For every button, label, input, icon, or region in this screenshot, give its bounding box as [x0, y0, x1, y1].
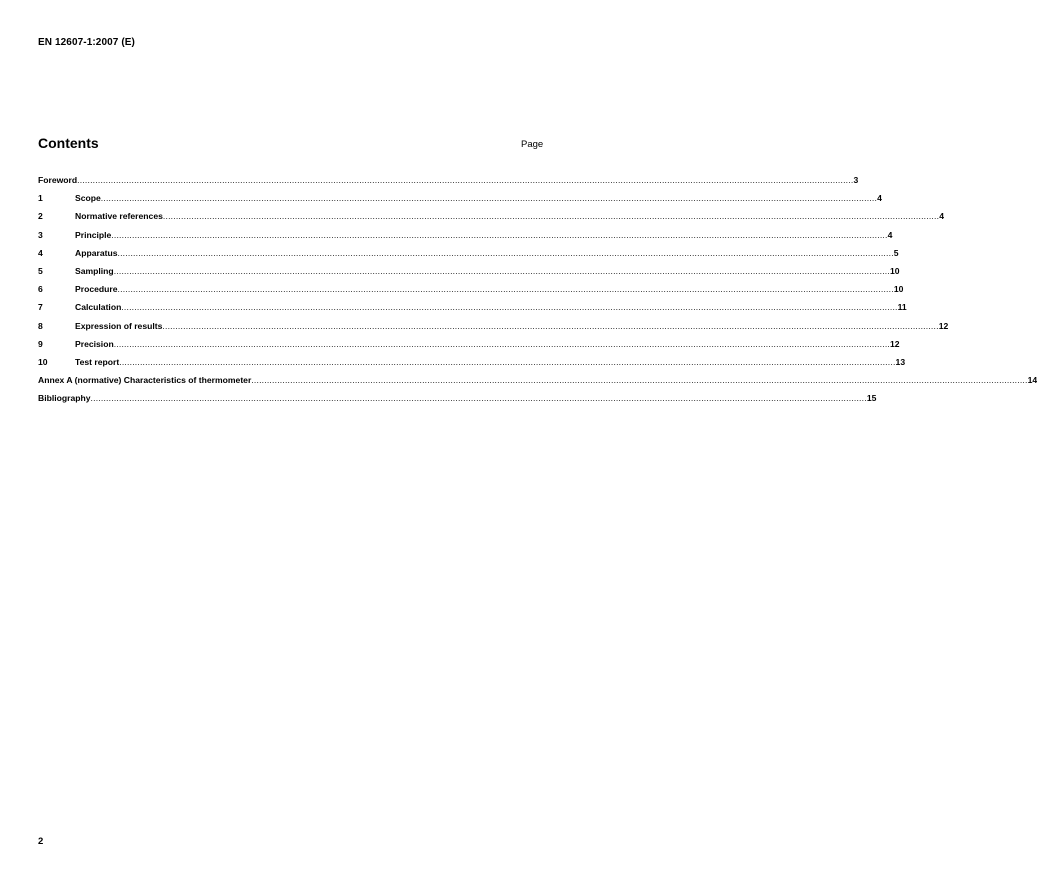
- toc-entry-title: Expression of results: [75, 320, 163, 331]
- table-of-contents: [38, 175, 1037, 411]
- toc-entry-number: 2: [38, 211, 43, 222]
- toc-entry-title: Principle: [75, 229, 112, 240]
- toc-entry-page: 12: [938, 320, 949, 331]
- toc-entry-principle[interactable]: [38, 229, 893, 248]
- toc-entry-page: 13: [895, 356, 906, 367]
- toc-entry-foreword[interactable]: [38, 175, 859, 193]
- toc-entry-number: 8: [38, 320, 43, 331]
- toc-entry-page: 3: [853, 175, 859, 185]
- toc-entry-title: Normative references: [75, 211, 163, 222]
- toc-entry-number: 3: [38, 229, 43, 240]
- toc-entry-precision[interactable]: [38, 338, 900, 357]
- toc-entry-number: 9: [38, 338, 43, 349]
- toc-entry-sampling[interactable]: [38, 265, 900, 284]
- toc-entry-expression-of-results[interactable]: [38, 320, 949, 339]
- toc-entry-test-report[interactable]: [38, 356, 906, 375]
- toc-entry-number: 6: [38, 284, 43, 295]
- toc-entry-number: 5: [38, 265, 43, 276]
- toc-entry-page: 11: [897, 302, 907, 313]
- toc-leader-dots: ............................................................................................................................................................................................................................................................................................................: [121, 302, 898, 313]
- toc-entry-title: Calculation: [75, 302, 122, 313]
- toc-entry-page: 10: [893, 284, 904, 295]
- toc-entry-title: Precision: [75, 338, 114, 349]
- toc-leader-dots: ............................................................................................................................................................................................................................................................................................................: [100, 193, 878, 204]
- toc-entry-number: 4: [38, 247, 43, 258]
- toc-entry-scope[interactable]: [38, 193, 882, 211]
- toc-entry-bibliography[interactable]: [38, 393, 877, 411]
- toc-leader-dots: ............................................................................................................................................................................................................................................................................................................: [113, 338, 890, 349]
- toc-entry-normative-references[interactable]: [38, 211, 944, 229]
- toc-entry-page: 10: [889, 265, 900, 276]
- contents-heading: Contents: [38, 135, 99, 151]
- toc-leader-dots: ............................................................................................................................................................................................................................................................................................................: [119, 356, 896, 367]
- toc-entry-apparatus[interactable]: [38, 247, 899, 266]
- toc-entry-calculation[interactable]: [38, 302, 907, 320]
- toc-leader-dots: ............................................................................................................................................................................................................................................................................................................: [117, 284, 894, 295]
- toc-entry-title: Foreword: [38, 175, 78, 185]
- toc-entry-title: Annex A (normative) Characteristics of thermometer: [38, 375, 252, 386]
- toc-entry-title: Test report: [75, 356, 120, 367]
- toc-entry-page: 4: [877, 193, 882, 204]
- toc-leader-dots: ............................................................................................................................................................................................................................................................................................................: [113, 265, 890, 276]
- toc-leader-dots: ............................................................................................................................................................................................................................................................................................................: [117, 247, 894, 258]
- toc-leader-dots: ............................................................................................................................................................................................................................................................................................................: [251, 375, 1028, 386]
- toc-entry-title: Bibliography: [38, 393, 91, 404]
- toc-entry-page: 14: [1027, 375, 1037, 386]
- toc-entry-number: 1: [38, 193, 43, 204]
- page-column-label: Page: [521, 139, 544, 150]
- toc-leader-dots: ............................................................................................................................................................................................................................................................................................................: [90, 393, 867, 404]
- toc-entry-page: 12: [890, 338, 900, 349]
- toc-entry-number: 7: [38, 302, 43, 313]
- toc-entry-procedure[interactable]: [38, 284, 904, 302]
- toc-entry-number: 10: [38, 356, 48, 367]
- toc-entry-title: Procedure: [75, 284, 118, 295]
- toc-leader-dots: ............................................................................................................................................................................................................................................................................................................: [111, 229, 888, 240]
- toc-leader-dots: ............................................................................................................................................................................................................................................................................................................: [162, 211, 940, 222]
- toc-entry-title: Apparatus: [75, 247, 118, 258]
- toc-entry-title: Sampling: [75, 265, 114, 276]
- toc-leader-dots: ............................................................................................................................................................................................................................................................................................................: [77, 175, 854, 185]
- toc-entry-title: Scope: [75, 193, 101, 204]
- page-number: 2: [38, 836, 44, 847]
- toc-entry-page: 4: [887, 229, 893, 240]
- toc-leader-dots: ............................................................................................................................................................................................................................................................................................................: [162, 320, 939, 331]
- toc-entry-page: 5: [893, 247, 899, 258]
- document-header: EN 12607-1:2007 (E): [38, 37, 135, 48]
- toc-entry-page: 4: [939, 211, 944, 222]
- toc-entry-annex-a[interactable]: [38, 375, 1037, 393]
- toc-entry-page: 15: [866, 393, 877, 404]
